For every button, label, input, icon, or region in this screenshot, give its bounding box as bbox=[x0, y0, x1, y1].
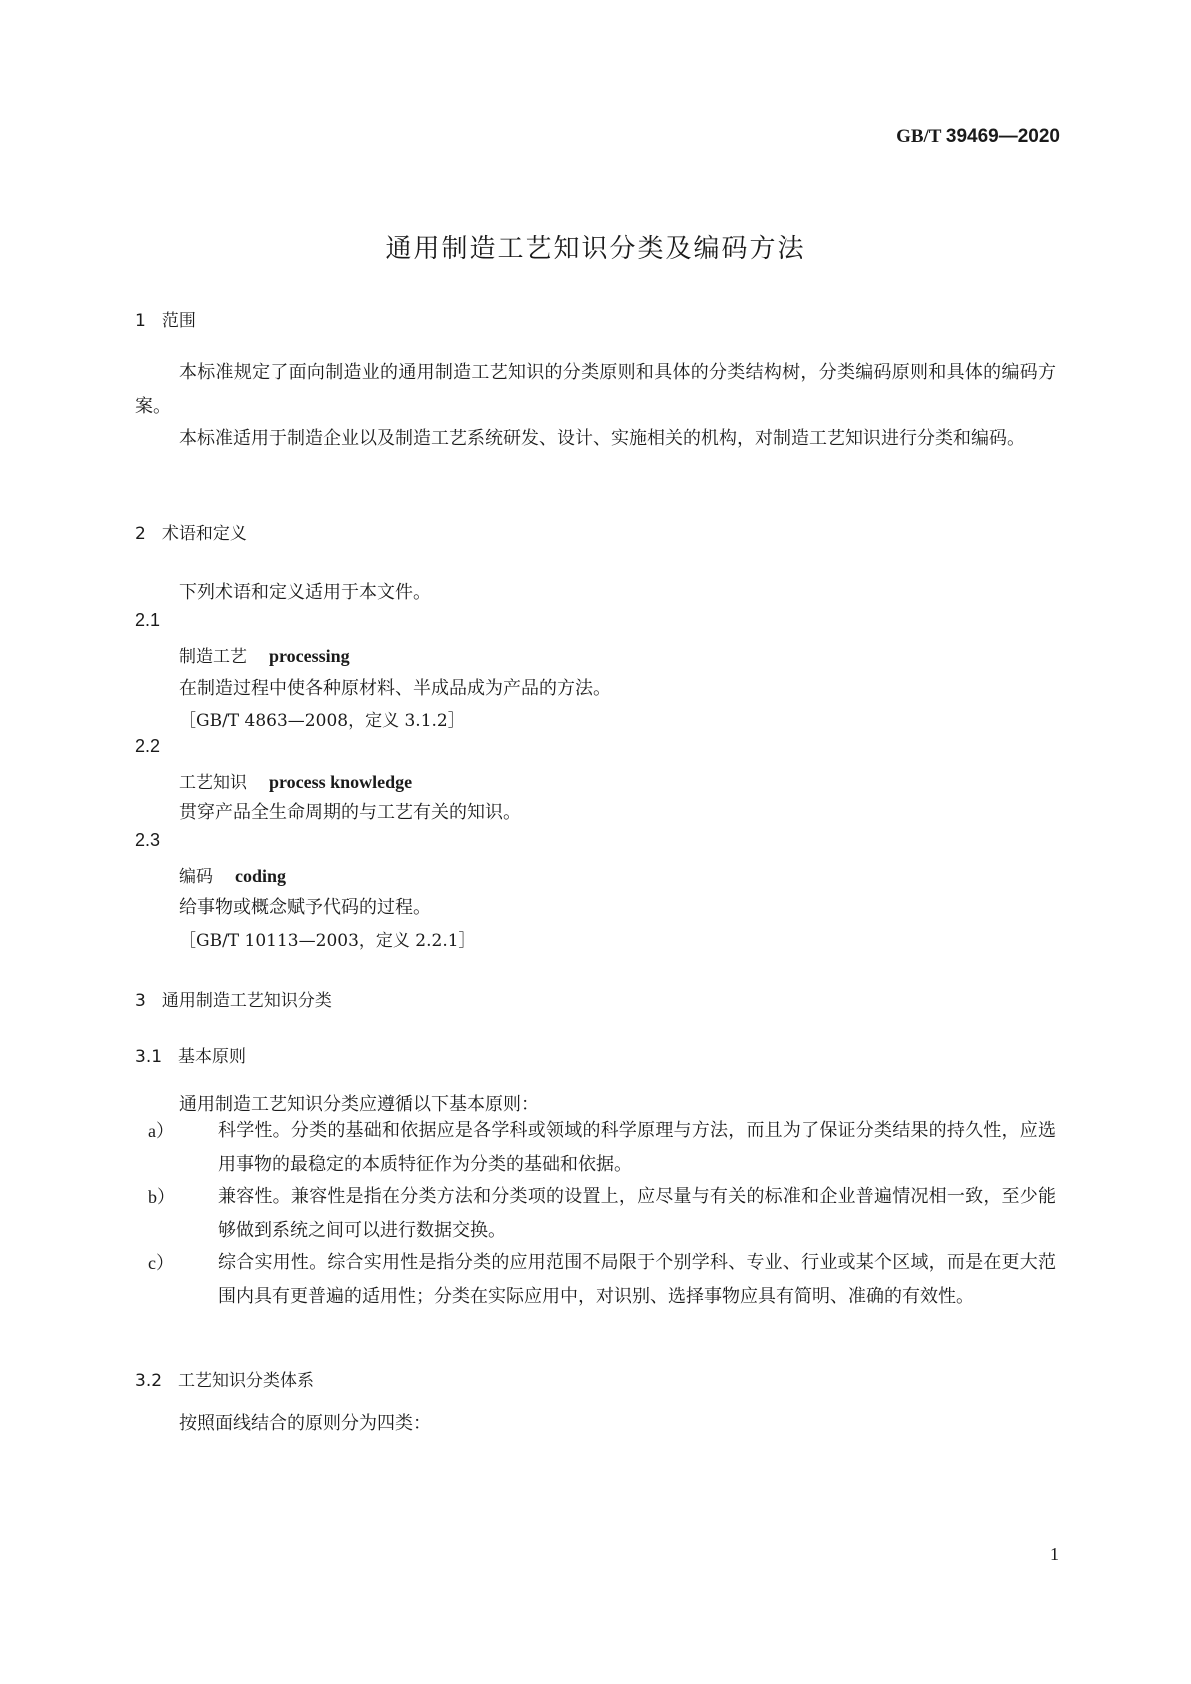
term-number: 2.2 bbox=[135, 736, 161, 756]
list-marker: c） bbox=[148, 1253, 174, 1273]
term-chinese: 工艺知识 bbox=[179, 773, 247, 793]
subsection-title: 基本原则 bbox=[178, 1047, 247, 1067]
subsection-3-2-intro: 按照面线结合的原则分为四类： bbox=[179, 1413, 431, 1434]
section-number: 3 bbox=[135, 991, 146, 1011]
section-number: 1 bbox=[135, 311, 146, 331]
term-entry bbox=[179, 642, 350, 667]
list-item-text: 科学性。分类的基础和依据应是各学科或领域的科学原理与方法，而且为了保证分类结果的持久性，应选用事物的最稳定的本质特征作为分类的基础和依据。 bbox=[218, 1120, 1056, 1175]
standard-number: 39469—2020 bbox=[945, 126, 1060, 147]
document-title: 通用制造工艺知识分类及编码方法 bbox=[385, 234, 806, 264]
list-item bbox=[135, 1246, 1056, 1314]
term-english: coding bbox=[235, 866, 287, 886]
term-number: 2.1 bbox=[135, 610, 161, 630]
list-item-text: 综合实用性。综合实用性是指分类的应用范围不局限于个别学科、专业、行业或某个区域，而是在更大范围内具有更普遍的适用性；分类在实际应用中，对识别、选择事物应具有简明、准确的有效性。 bbox=[218, 1252, 1056, 1307]
section-title: 通用制造工艺知识分类 bbox=[161, 991, 332, 1011]
section-title: 术语和定义 bbox=[161, 524, 247, 544]
subsection-3-1-intro: 通用制造工艺知识分类应遵循以下基本原则： bbox=[179, 1094, 539, 1115]
list-item bbox=[135, 1114, 1056, 1182]
term-english: process knowledge bbox=[269, 772, 413, 792]
subsection-title: 工艺知识分类体系 bbox=[178, 1371, 315, 1391]
subsection-3-1-heading bbox=[135, 1042, 246, 1067]
section-1-paragraph-2: 本标准适用于制造企业以及制造工艺系统研发、设计、实施相关的机构，对制造工艺知识进行分类和编码。 bbox=[179, 428, 1025, 449]
term-definition: 给事物或概念赋予代码的过程。 bbox=[179, 897, 431, 918]
list-marker: b） bbox=[148, 1187, 175, 1207]
section-title: 范围 bbox=[161, 311, 196, 331]
section-3-heading bbox=[135, 986, 332, 1011]
term-source: ［GB/T 10113—2003，定义 2.2.1］ bbox=[179, 931, 476, 951]
subsection-3-2-heading bbox=[135, 1366, 314, 1391]
list-marker: a） bbox=[148, 1121, 174, 1141]
term-source: ［GB/T 4863—2008，定义 3.1.2］ bbox=[179, 711, 465, 731]
term-english: processing bbox=[269, 646, 350, 666]
term-chinese: 制造工艺 bbox=[179, 647, 247, 667]
subsection-number: 3.2 bbox=[135, 1371, 163, 1391]
term-entry bbox=[179, 862, 286, 887]
section-2-heading bbox=[135, 519, 247, 544]
term-chinese: 编码 bbox=[179, 867, 213, 887]
term-definition: 在制造过程中使各种原材料、半成品成为产品的方法。 bbox=[179, 678, 611, 699]
section-1-heading bbox=[135, 306, 196, 331]
section-2-intro: 下列术语和定义适用于本文件。 bbox=[179, 582, 431, 603]
section-number: 2 bbox=[135, 524, 146, 544]
list-item-text: 兼容性。兼容性是指在分类方法和分类项的设置上，应尽量与有关的标准和企业普遍情况相一致，至少能够做到系统之间可以进行数据交换。 bbox=[218, 1186, 1056, 1241]
standard-prefix: GB/T bbox=[896, 126, 942, 147]
section-1-paragraph-1: 本标准规定了面向制造业的通用制造工艺知识的分类原则和具体的分类结构树，分类编码原则和具体的编码方案。 bbox=[135, 362, 1056, 417]
list-item bbox=[135, 1180, 1056, 1248]
term-entry bbox=[179, 768, 412, 793]
page-number: 1 bbox=[1050, 1544, 1059, 1564]
subsection-number: 3.1 bbox=[135, 1047, 163, 1067]
term-number: 2.3 bbox=[135, 830, 161, 850]
term-definition: 贯穿产品全生命周期的与工艺有关的知识。 bbox=[179, 802, 521, 823]
standard-code bbox=[896, 126, 1060, 148]
